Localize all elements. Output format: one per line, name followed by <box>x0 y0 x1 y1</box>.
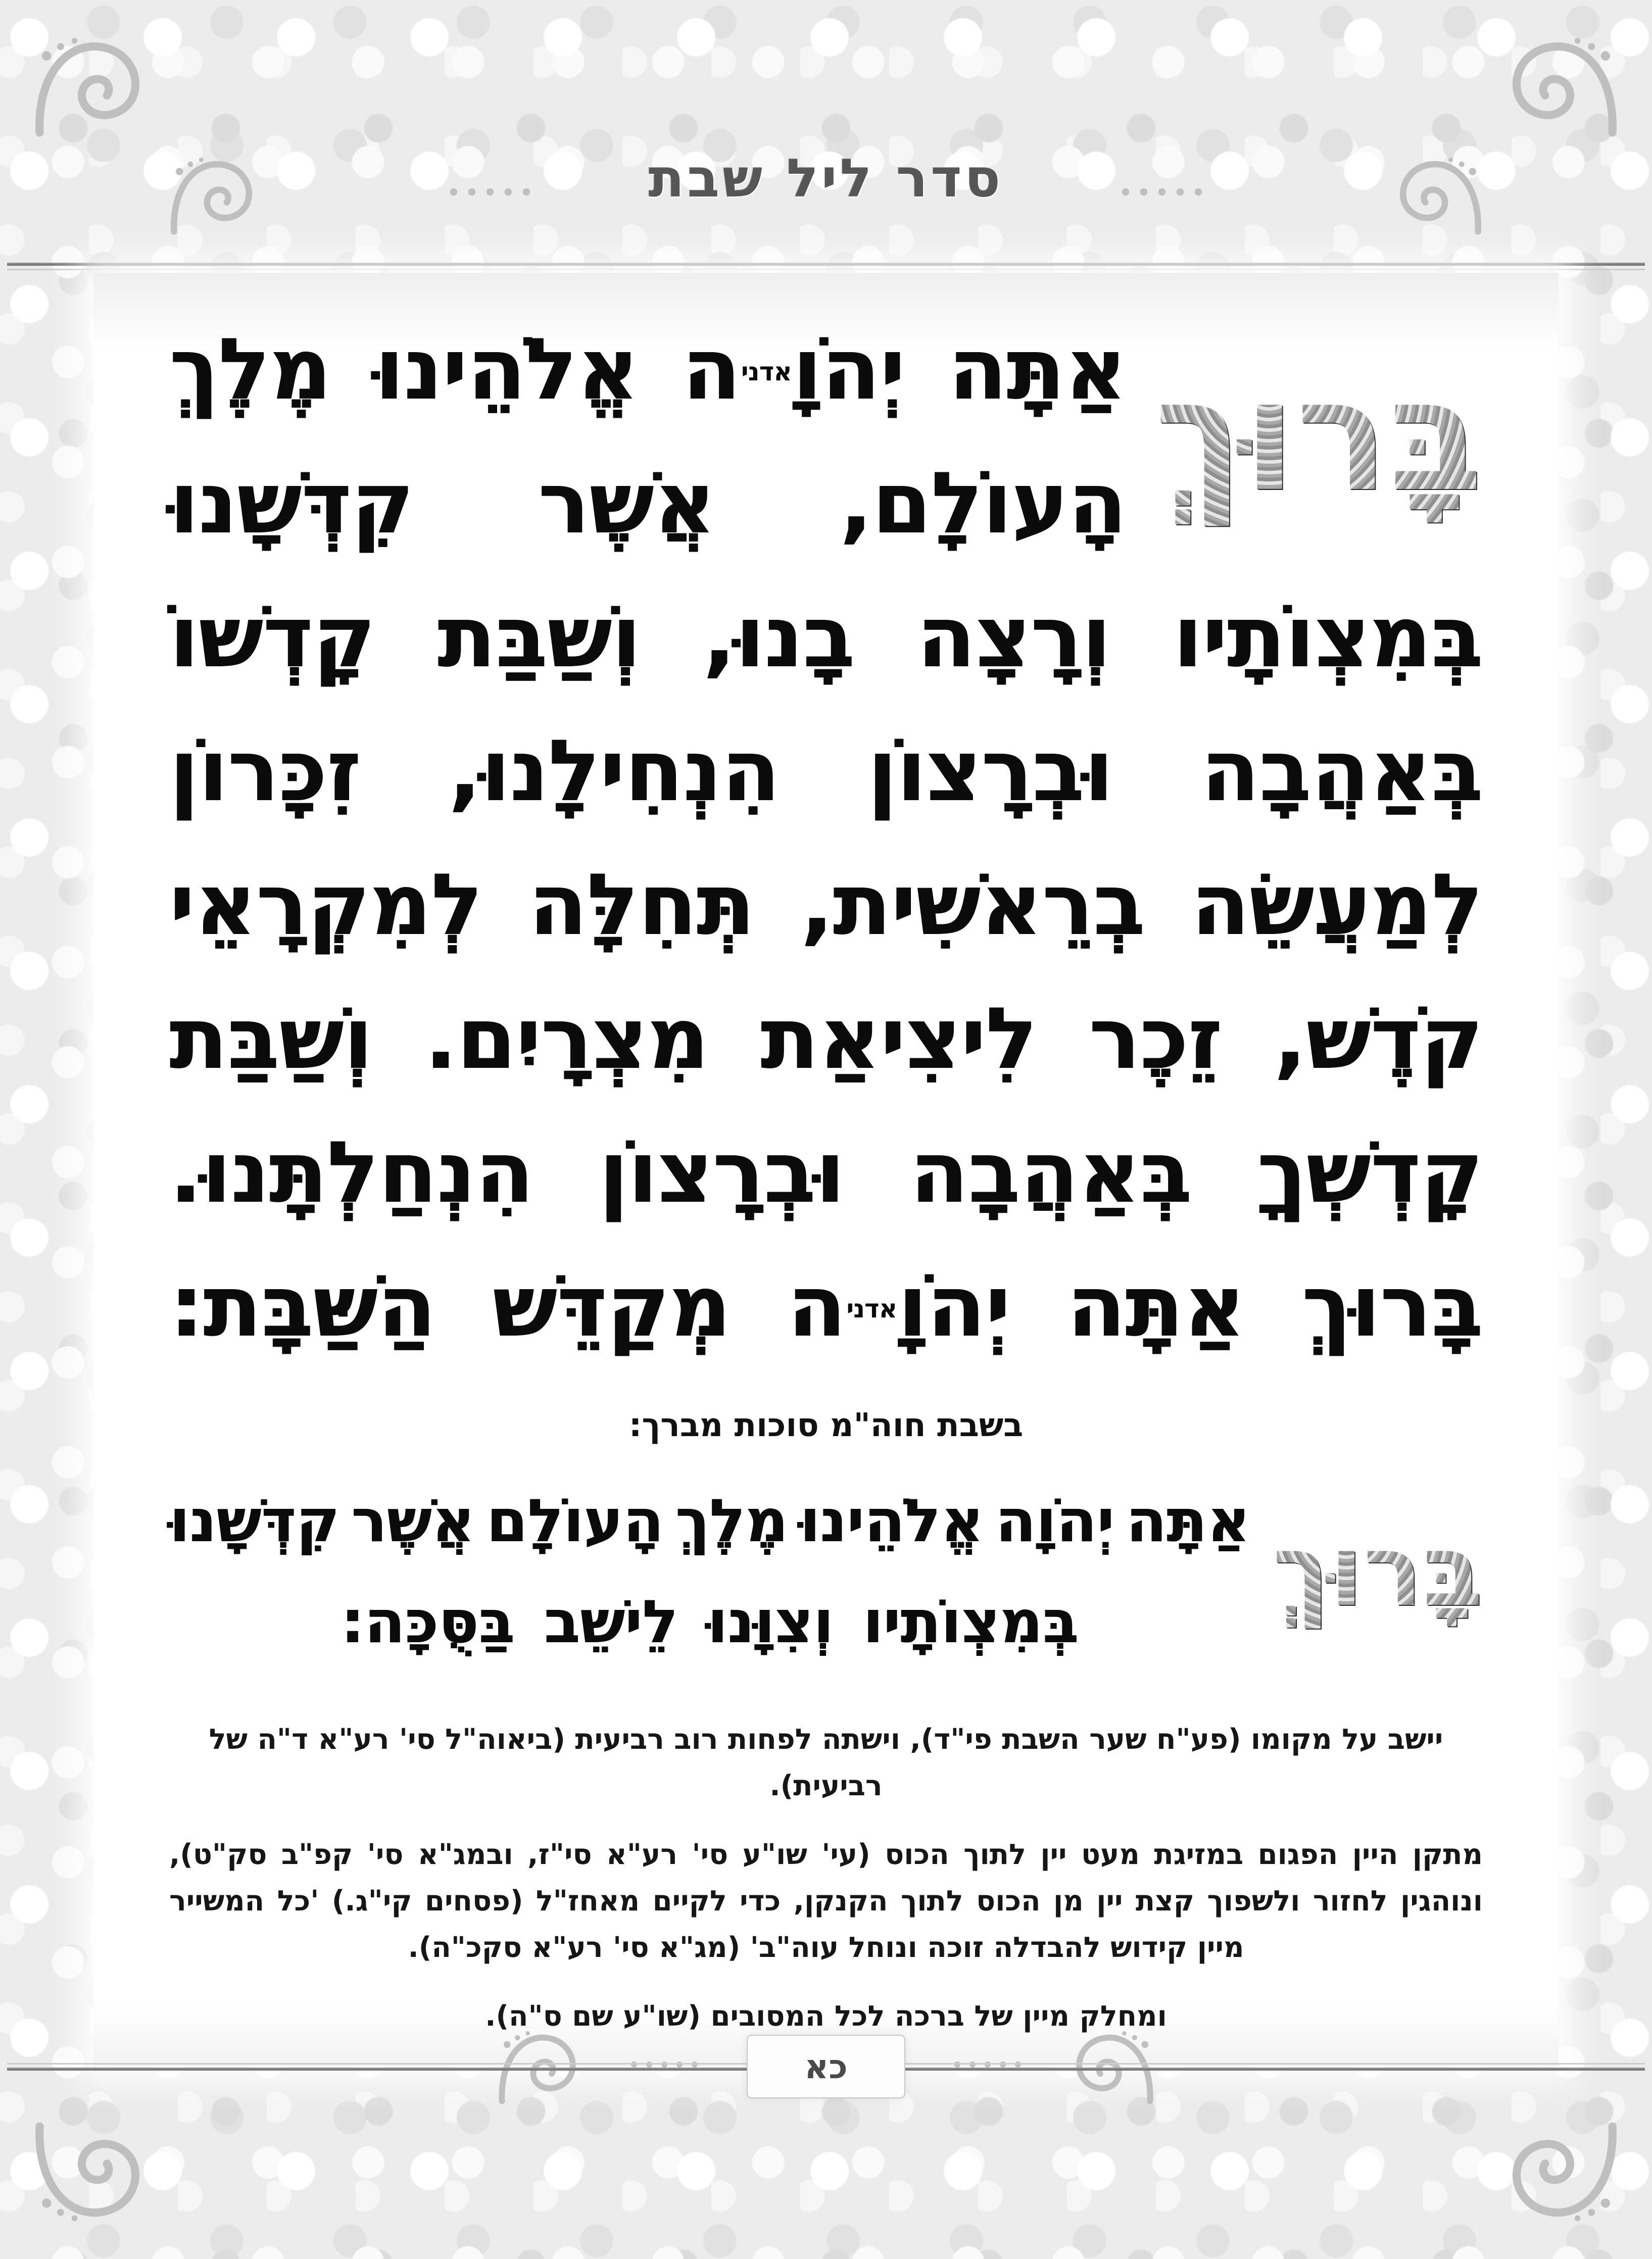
page-number-plaque <box>747 2035 905 2098</box>
word: לְמַעֲשֵׂה <box>1191 855 1483 954</box>
word: יְהֹוָה <box>995 1486 1114 1555</box>
word: וְשַׁבַּת <box>169 989 373 1088</box>
word: קֹדֶשׁ, <box>1274 989 1483 1088</box>
word: לֵישֵׁב <box>544 1587 678 1656</box>
word: הַשַּׁבָּת: <box>169 1256 436 1356</box>
word: וּבְרָצוֹן <box>599 1122 845 1222</box>
word: בָּרוּךְ <box>1301 1256 1483 1356</box>
word: קִדְּשָׁנוּ <box>169 453 414 553</box>
kiddush-opening <box>169 302 1483 570</box>
sukkah-lines <box>169 1470 1250 1672</box>
word: וּבְרָצוֹן <box>867 721 1113 820</box>
word: מְקַדֵּשׁ <box>492 1256 731 1356</box>
kiddush-line <box>169 570 1483 704</box>
divine-name-small-insert: אדני <box>846 1294 897 1324</box>
word: מֶלֶךְ <box>675 1486 788 1555</box>
page-title: סדר ליל שבת <box>648 148 1004 209</box>
word: מִצְרָיִם. <box>424 989 709 1088</box>
word: זִכָּרוֹן <box>169 721 361 820</box>
kiddush-line <box>169 1105 1483 1239</box>
word: זֵכֶר <box>1089 989 1222 1088</box>
word: הִנְחַלְתָּנוּ. <box>169 1122 533 1222</box>
word: קָדְשְׁךָ <box>1257 1122 1483 1222</box>
kiddush-line <box>169 1239 1483 1373</box>
kiddush-line <box>169 436 1126 570</box>
divine-name: יְהֹוָ אדני ה <box>682 319 905 419</box>
kiddush-blessing <box>169 302 1483 1373</box>
word: בְּמִצְוֹתָיו <box>862 1587 1079 1656</box>
decorated-initial-word: בָּרוּךְ <box>1273 1470 1483 1672</box>
top-divider <box>7 263 1645 270</box>
word: בַּסֻּכָּה: <box>341 1587 515 1656</box>
word: בְּמִצְוֹתָיו <box>1173 587 1483 686</box>
word: וְצִוָּנוּ <box>707 1587 834 1656</box>
kiddush-line <box>169 838 1483 971</box>
word: וְרָצָה <box>916 587 1111 686</box>
corner-flourish-icon <box>30 30 147 146</box>
word: בָנוּ, <box>703 587 855 686</box>
word: אֱלֹהֵינוּ <box>799 1486 984 1555</box>
word: אֲשֶׁר <box>351 1486 475 1555</box>
word: הָעוֹלָם, <box>840 453 1127 553</box>
divine-name: יְהֹוָ אדני ה <box>787 1256 1010 1356</box>
kiddush-line <box>169 704 1483 838</box>
word: בְּאַהֲבָה <box>1200 721 1483 820</box>
sukkah-opening <box>169 1470 1483 1672</box>
word: בְּאַהֲבָה <box>909 1122 1192 1222</box>
word: אַתָּה <box>1126 1486 1250 1555</box>
word: קִדְּשָׁנוּ <box>169 1486 339 1555</box>
sukkah-blessing <box>169 1470 1483 1672</box>
page-content <box>169 302 1483 2062</box>
word: לְמִקְרָאֵי <box>169 855 482 954</box>
word: אֲשֶׁר <box>538 453 715 553</box>
word: הָעוֹלָם <box>486 1486 664 1555</box>
corner-flourish-icon <box>1505 30 1622 146</box>
word: תְּחִלָּה <box>528 855 755 954</box>
corner-flourish-icon <box>1505 2113 1622 2229</box>
word: אַתָּה <box>1066 1256 1245 1356</box>
footnote: יישב על מקומו (פע"ח שער השבת פי"ד), וישתה לפחות רוב רביעית (ביאוה"ל סי' רע"א ד"ה של רביעית). <box>209 1723 1443 1802</box>
decorated-initial-word: בָּרוּךְ <box>1154 302 1483 570</box>
sukkah-line <box>169 1470 1250 1571</box>
word: וְשַׁבַּת <box>437 587 641 686</box>
page-number: כא <box>804 2047 848 2086</box>
word: לִיצִיאַת <box>760 989 1037 1088</box>
word: מֶלֶךְ <box>169 319 331 419</box>
sukkah-line <box>169 1571 1250 1672</box>
kiddush-line <box>169 302 1126 436</box>
word: אַתָּה <box>948 319 1127 419</box>
kiddush-line <box>169 971 1483 1105</box>
footnote: ומחלק מיין של ברכה לכל המסובים (שו"ע שם ס"ה). <box>485 2000 1167 2033</box>
divine-name-small-insert: אדני <box>741 357 792 387</box>
footnotes <box>169 1716 1483 2040</box>
kiddush-opening-lines <box>169 302 1126 570</box>
word: בְרֵאשִׁית, <box>800 855 1145 954</box>
word: קָדְשׁוֹ <box>169 587 375 686</box>
word: הִנְחִילָנוּ, <box>448 721 780 820</box>
word: אֱלֹהֵינוּ <box>374 319 639 419</box>
corner-flourish-icon <box>30 2113 147 2229</box>
sukkot-instruction: בשבת חוה"מ סוכות מברך: <box>628 1407 1024 1444</box>
footnote: מתקן היין הפגום במזיגת מעט יין לתוך הכוס (עי' שו"ע סי' רע"א סי"ז, ובמג"א סי' קפ"ב סק"ט), ונוהגין לחזור ולשפוך קצת יין מן הכוס לתוך הקנקן, כדי לקיים מאחז"ל (פסחים קי"ג.) 'כל המשייר מיין קידוש להבדלה זוכה ונוחל עוה"ב' (מג"א סי' רע"א סקכ"ה). <box>169 1838 1483 1964</box>
